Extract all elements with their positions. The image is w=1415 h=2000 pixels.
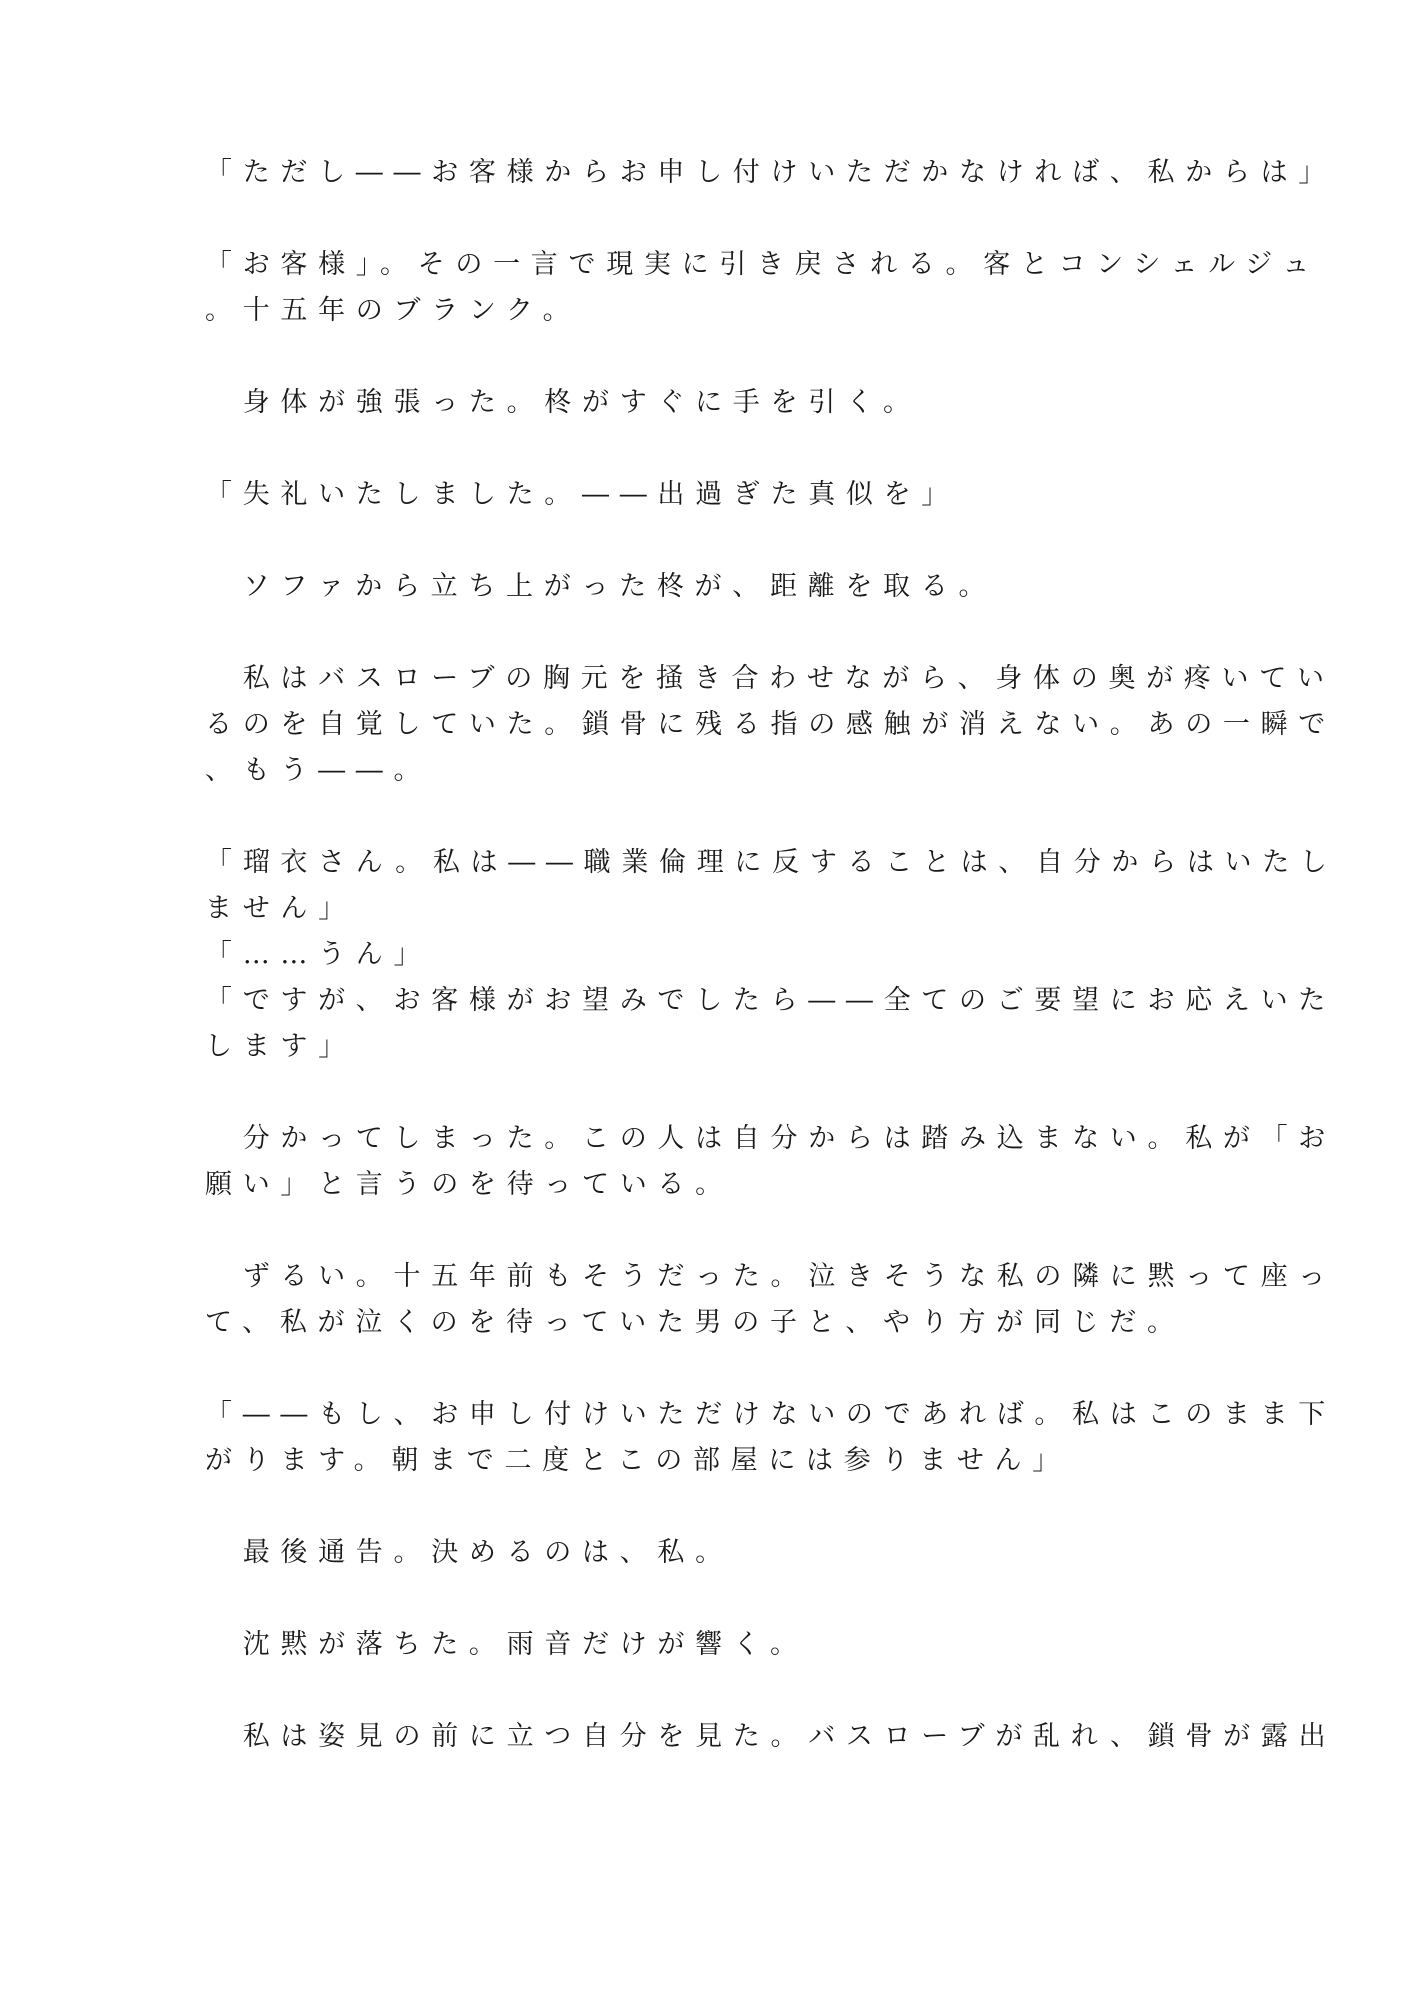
text-line: 「……うん」 (205, 939, 432, 970)
paragraph-4 (205, 472, 1165, 518)
text-line: 私は姿見の前に立つ自分を見た。バスローブが乱れ、鎖骨が露出 (205, 1721, 1337, 1752)
text-line: 「ですが、お客様がお望みでしたら――全てのご要望にお応えいた (205, 985, 1336, 1016)
text-line: 「失礼いたしました。――出過ぎた真似を」 (205, 479, 959, 510)
text-line: ません」 (205, 893, 356, 924)
text-line: 、もう――。 (205, 755, 432, 786)
text-line: 「ただし――お客様からお申し付けいただかなければ、私からは」 (205, 157, 1336, 188)
text-line: 分かってしまった。この人は自分からは踏み込まない。私が「お (205, 1123, 1336, 1154)
novel-page-body (205, 150, 1338, 1950)
paragraph-9 (205, 978, 1336, 1070)
paragraph-6 (205, 656, 1336, 794)
text-line: がります。朝まで二度とこの部屋には参りません」 (205, 1445, 1070, 1476)
text-line: るのを自覚していた。鎖骨に残る指の感触が消えない。あの一瞬で (205, 709, 1336, 740)
paragraph-13 (205, 1530, 1165, 1576)
text-line: 願い」と言うのを待っている。 (205, 1169, 733, 1200)
text-line: 。十五年のブランク。 (205, 295, 581, 326)
paragraph-1 (205, 150, 1336, 196)
text-line: 最後通告。決めるのは、私。 (205, 1537, 733, 1568)
paragraph-12 (205, 1392, 1336, 1484)
text-line: ソファから立ち上がった柊が、距離を取る。 (205, 571, 997, 602)
text-line: 沈黙が落ちた。雨音だけが響く。 (205, 1629, 808, 1660)
text-line: 「瑠衣さん。私は――職業倫理に反することは、自分からはいたし (205, 847, 1338, 878)
text-line: 身体が強張った。柊がすぐに手を引く。 (205, 387, 921, 418)
paragraph-8 (205, 932, 1165, 978)
text-line: ずるい。十五年前もそうだった。泣きそうな私の隣に黙って座っ (205, 1261, 1336, 1292)
paragraph-11 (205, 1254, 1336, 1346)
paragraph-5 (205, 564, 1165, 610)
paragraph-14 (205, 1622, 1165, 1668)
paragraph-2 (205, 242, 1321, 334)
text-line: 私はバスローブの胸元を掻き合わせながら、身体の奥が疼いてい (205, 663, 1335, 694)
text-line: て、私が泣くのを待っていた男の子と、やり方が同じだ。 (205, 1307, 1185, 1338)
paragraph-15 (205, 1714, 1337, 1760)
paragraph-10 (205, 1116, 1336, 1208)
text-line: します」 (205, 1031, 356, 1062)
paragraph-7 (205, 840, 1338, 932)
text-line: 「お客様」。その一言で現実に引き戻される。客とコンシェルジュ (205, 249, 1321, 280)
paragraph-3 (205, 380, 1165, 426)
text-line: 「――もし、お申し付けいただけないのであれば。私はこのまま下 (205, 1399, 1336, 1430)
